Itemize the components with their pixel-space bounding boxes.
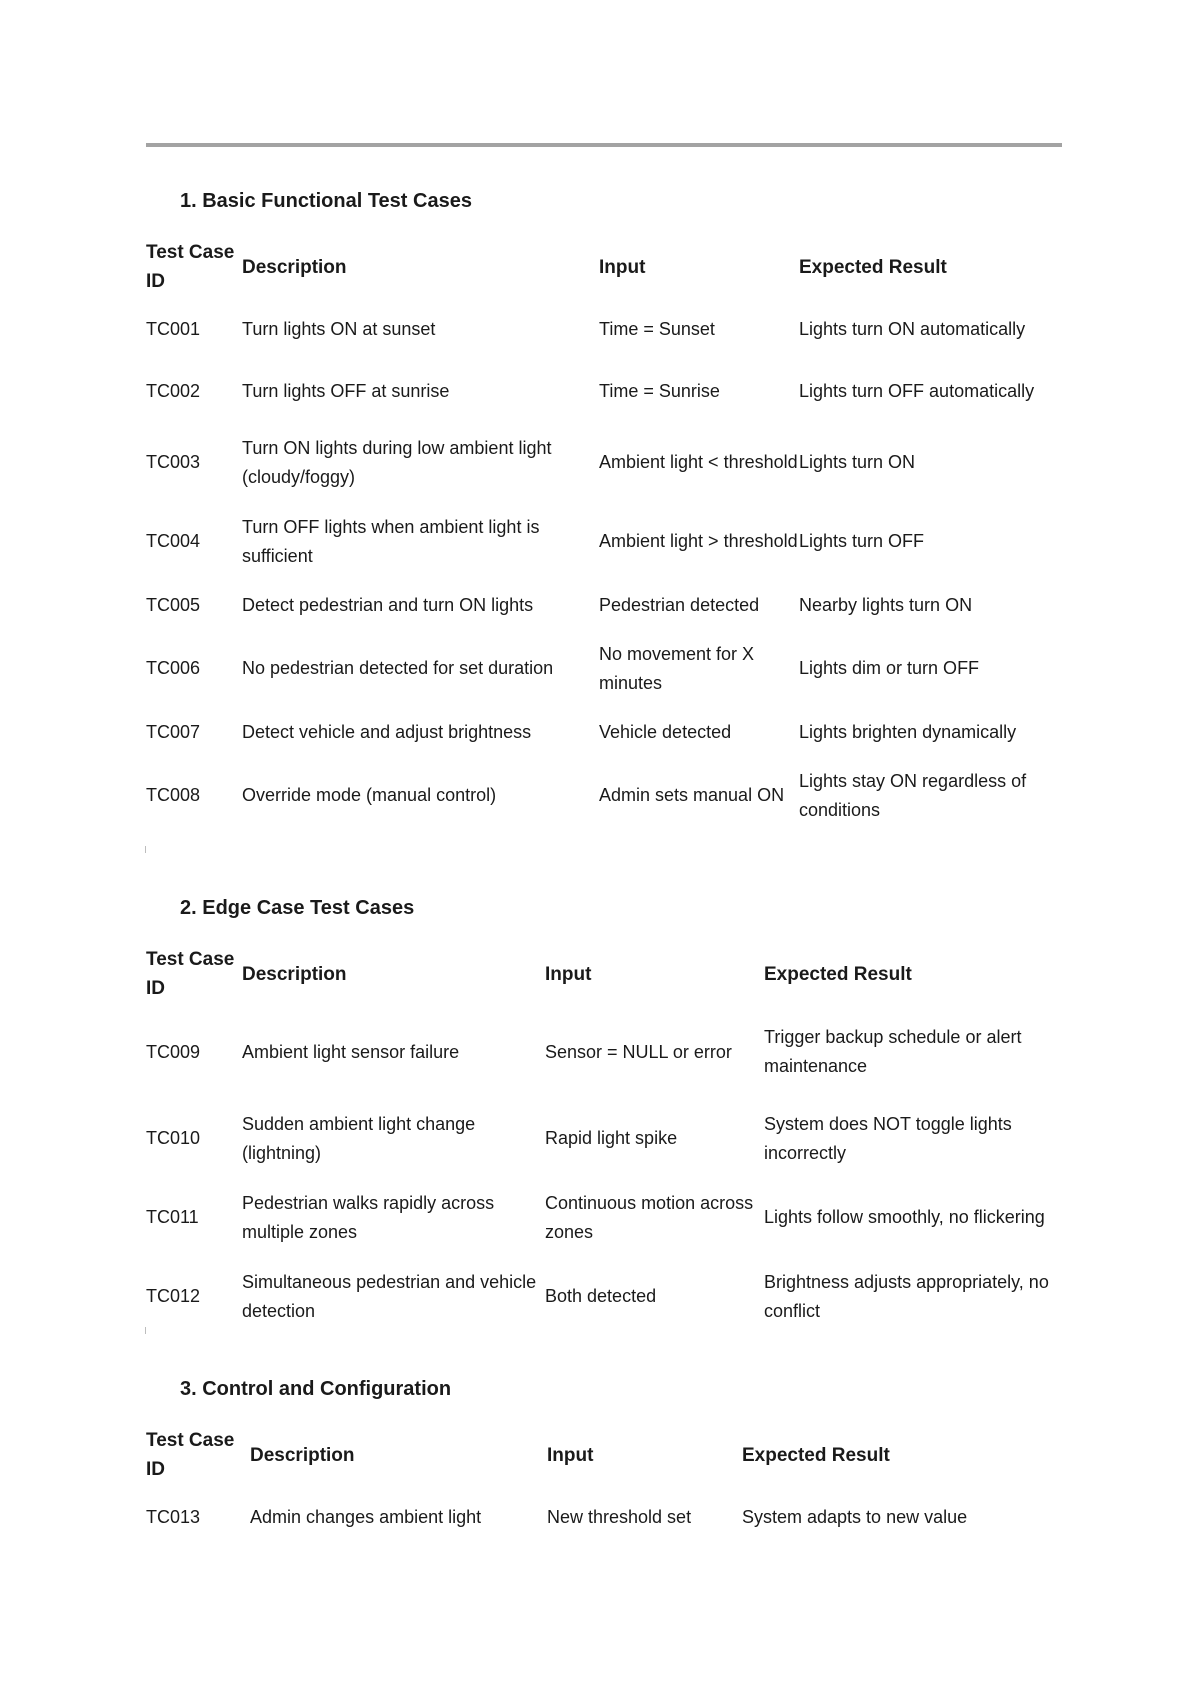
cell-input: Time = Sunset (599, 318, 715, 339)
horizontal-rule (146, 143, 1062, 147)
cell-expected-result: System does NOT toggle lights incorrectly (764, 1113, 1012, 1163)
header-expected-result: Expected Result (742, 1444, 890, 1466)
section-title: 2. Edge Case Test Cases (180, 897, 415, 919)
cell-id: TC007 (146, 721, 201, 742)
cell-id: TC004 (146, 531, 201, 551)
cell-expected-result: Lights turn ON (799, 452, 916, 472)
test-case-table (146, 236, 1062, 835)
cell-id: TC003 (146, 452, 201, 472)
cell-expected-result: Lights dim or turn OFF (799, 658, 980, 678)
cell-expected-result: Lights follow smoothly, no flickering (764, 1207, 1045, 1227)
cell-id: TC009 (146, 1041, 201, 1062)
cell-description: Turn lights ON at sunset (242, 318, 436, 339)
cell-id: TC008 (146, 785, 201, 805)
cell-id: TC001 (146, 318, 201, 339)
header-input: Input (545, 963, 592, 985)
cell-expected-result: Lights turn OFF (799, 531, 925, 551)
paragraph-mark (145, 846, 146, 853)
cell-description: No pedestrian detected for set duration (242, 658, 554, 678)
table-row (146, 1178, 1062, 1257)
header-input: Input (599, 256, 646, 278)
table-row (146, 360, 1062, 423)
header-test-case-id: Test Case ID (146, 242, 235, 292)
cell-id: TC011 (146, 1207, 199, 1227)
cell-id: TC010 (146, 1128, 201, 1148)
cell-description: Admin changes ambient light (250, 1506, 482, 1527)
table-header-row (146, 1424, 1062, 1486)
table-row (146, 629, 1062, 708)
cell-input: Sensor = NULL or error (545, 1041, 732, 1062)
cell-expected-result: Lights brighten dynamically (799, 721, 1017, 742)
header-description: Description (242, 256, 347, 278)
section-title: 3. Control and Configuration (180, 1378, 452, 1400)
cell-expected-result: Brightness adjusts appropriately, no conflict (764, 1271, 1049, 1321)
cell-expected-result: Nearby lights turn ON (799, 594, 973, 615)
cell-input: No movement for X minutes (599, 643, 755, 693)
cell-id: TC012 (146, 1286, 201, 1306)
table-row (146, 1257, 1062, 1336)
cell-expected-result: Lights stay ON regardless of conditions (799, 770, 1027, 820)
table-row (146, 756, 1062, 835)
cell-input: Both detected (545, 1286, 657, 1306)
cell-id: TC002 (146, 381, 201, 401)
section-title: 1. Basic Functional Test Cases (180, 190, 472, 212)
cell-input: Rapid light spike (545, 1128, 678, 1148)
table-row (146, 423, 1062, 502)
cell-description: Turn OFF lights when ambient light is sufficient (242, 516, 540, 566)
cell-input: New threshold set (547, 1506, 692, 1527)
cell-description: Pedestrian walks rapidly across multiple zones (242, 1192, 495, 1242)
header-expected-result: Expected Result (799, 256, 947, 278)
table-row (146, 1005, 1062, 1099)
header-description: Description (242, 963, 347, 985)
table-header-row (146, 943, 1062, 1005)
header-input: Input (547, 1444, 594, 1466)
table-row (146, 298, 1062, 360)
header-test-case-id: Test Case ID (146, 949, 235, 999)
paragraph-mark (145, 1327, 146, 1334)
cell-input: Ambient light > threshold (599, 531, 798, 551)
table-row (146, 502, 1062, 581)
cell-description: Simultaneous pedestrian and vehicle detection (242, 1271, 537, 1321)
cell-id: TC013 (146, 1506, 201, 1527)
cell-expected-result: System adapts to new value (742, 1506, 968, 1527)
cell-input: Continuous motion across zones (545, 1192, 754, 1242)
cell-description: Detect vehicle and adjust brightness (242, 721, 532, 742)
cell-input: Pedestrian detected (599, 594, 760, 615)
cell-description: Turn lights OFF at sunrise (242, 381, 450, 401)
cell-expected-result: Lights turn OFF automatically (799, 381, 1035, 401)
cell-description: Turn ON lights during low ambient light (cloudy/foggy) (242, 437, 552, 487)
table-row (146, 1099, 1062, 1178)
cell-description: Sudden ambient light change (lightning) (242, 1113, 476, 1163)
table-row (146, 708, 1062, 756)
cell-id: TC006 (146, 658, 201, 678)
cell-description: Detect pedestrian and turn ON lights (242, 594, 534, 615)
header-description: Description (250, 1444, 355, 1466)
cell-description: Ambient light sensor failure (242, 1041, 460, 1062)
header-expected-result: Expected Result (764, 963, 912, 985)
cell-id: TC005 (146, 594, 201, 615)
header-test-case-id: Test Case ID (146, 1430, 235, 1480)
cell-input: Ambient light < threshold (599, 452, 798, 472)
table-header-row (146, 236, 1062, 298)
cell-expected-result: Trigger backup schedule or alert maintenance (764, 1027, 1022, 1076)
cell-input: Admin sets manual ON (599, 785, 785, 805)
cell-description: Override mode (manual control) (242, 785, 497, 805)
cell-input: Time = Sunrise (599, 381, 720, 401)
test-case-table (146, 943, 1062, 1336)
test-case-table (146, 1424, 1062, 1548)
table-row (146, 581, 1062, 629)
table-row (146, 1486, 1062, 1548)
cell-expected-result: Lights turn ON automatically (799, 318, 1026, 339)
cell-input: Vehicle detected (599, 721, 732, 742)
